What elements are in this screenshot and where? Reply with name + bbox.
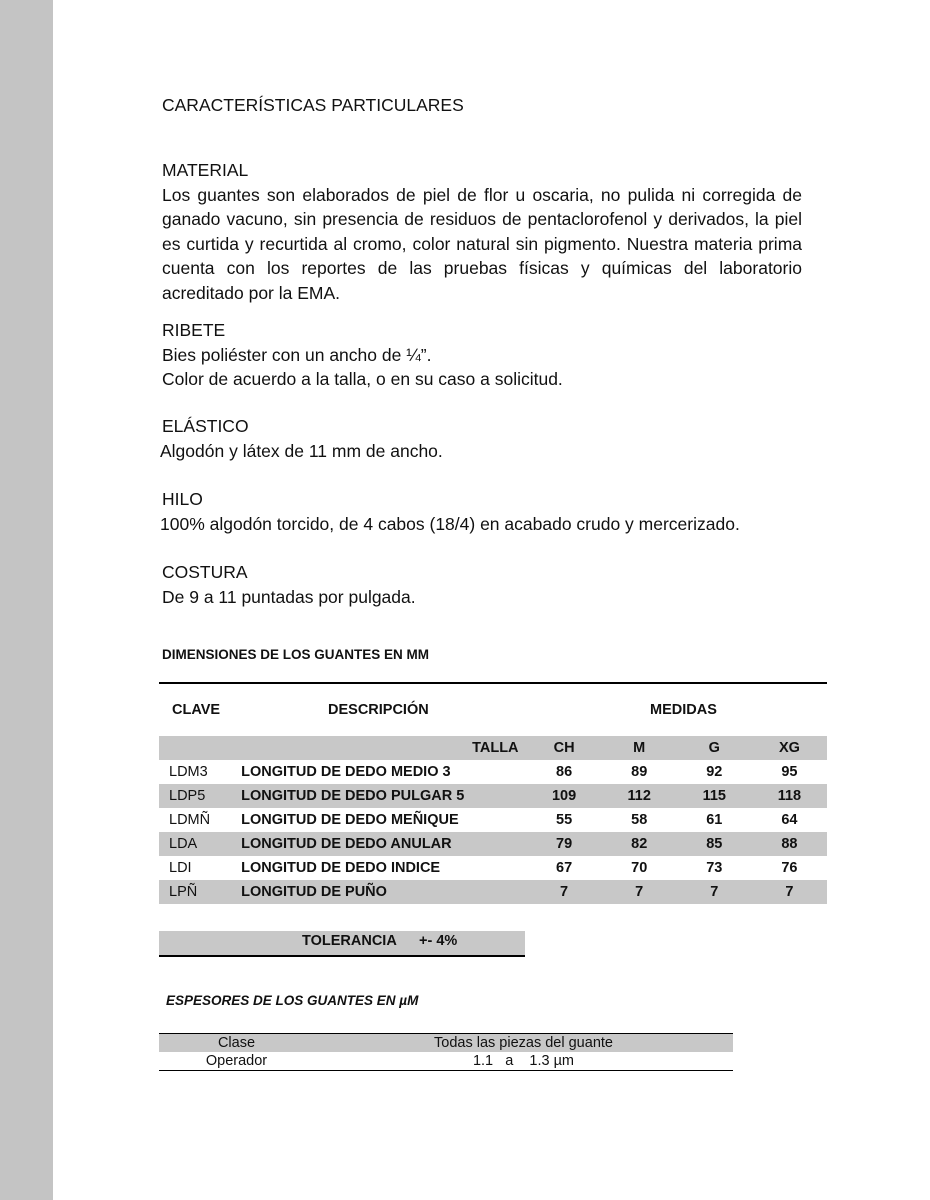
row-value: 7 xyxy=(752,880,827,904)
tolerance-label: TOLERANCIA xyxy=(302,933,397,949)
row-descripcion: LONGITUD DE PUÑO xyxy=(241,880,526,904)
section-heading: ELÁSTICO xyxy=(162,416,249,436)
row-value: 76 xyxy=(781,860,798,876)
row-value: 73 xyxy=(706,860,723,876)
row-value: 79 xyxy=(527,832,602,856)
thickness-header-piezas: Todas las piezas del guante xyxy=(314,1034,733,1053)
row-descripcion: LONGITUD DE DEDO MEÑIQUE xyxy=(241,812,459,828)
section-body: Algodón y látex de 11 mm de ancho. xyxy=(160,440,443,461)
row-clave: LDA xyxy=(159,832,241,856)
page-title: CARACTERÍSTICAS PARTICULARES xyxy=(162,95,464,115)
table-row xyxy=(159,808,827,832)
row-value: 88 xyxy=(752,832,827,856)
thickness-header-clase: Clase xyxy=(159,1034,314,1053)
row-clave: LPÑ xyxy=(159,880,241,904)
section-heading: RIBETE xyxy=(162,320,226,340)
section-heading: HILO xyxy=(162,489,203,509)
row-value: 115 xyxy=(677,784,752,808)
section-body: De 9 a 11 puntadas por pulgada. xyxy=(162,586,416,607)
section-body: Los guantes son elaborados de piel de flor u oscaria, no pulida ni corregida de ganado vacuno, sin presencia de residuos de pentaclorofenol y derivados, la piel es curtida y recurtida al cromo, color natural sin pigmento. Nuestra materia prima cuenta con los reportes de las pruebas físicas y químicas del laboratorio acreditado por la EMA. xyxy=(162,184,802,303)
size-xg: XG xyxy=(752,736,827,760)
table-row xyxy=(159,760,827,784)
header-descripcion: DESCRIPCIÓN xyxy=(328,702,429,718)
row-value: 61 xyxy=(706,812,723,828)
table-row xyxy=(159,856,827,880)
row-value: 112 xyxy=(602,784,677,808)
table-top-rule xyxy=(159,682,827,684)
row-value: 7 xyxy=(527,880,602,904)
row-value: 7 xyxy=(602,880,677,904)
row-value: 95 xyxy=(781,764,798,780)
section-body: 100% algodón torcido, de 4 cabos (18/4) en acabado crudo y mercerizado. xyxy=(160,513,740,534)
tolerance-box xyxy=(159,931,525,957)
row-value: 55 xyxy=(556,812,573,828)
row-value: 7 xyxy=(677,880,752,904)
size-ch: CH xyxy=(527,736,602,760)
row-value: 70 xyxy=(631,860,648,876)
row-value: 109 xyxy=(527,784,602,808)
size-m: M xyxy=(602,736,677,760)
thickness-table xyxy=(159,1033,733,1071)
row-value: 58 xyxy=(631,812,648,828)
tolerance-value: +- 4% xyxy=(419,933,458,949)
row-clave: LDMÑ xyxy=(169,812,211,828)
thickness-clase: Operador xyxy=(205,1053,268,1069)
section-costura xyxy=(162,560,802,609)
row-value: 82 xyxy=(602,832,677,856)
dimensions-heading: DIMENSIONES DE LOS GUANTES EN MM xyxy=(162,647,430,662)
row-clave: LDP5 xyxy=(159,784,241,808)
row-value: 64 xyxy=(781,812,798,828)
row-descripcion: LONGITUD DE DEDO MEDIO 3 xyxy=(241,764,451,780)
row-value: 86 xyxy=(556,764,573,780)
section-body-line: Color de acuerdo a la talla, o en su caso a solicitud. xyxy=(162,369,563,389)
section-material xyxy=(162,158,802,305)
row-value: 67 xyxy=(556,860,573,876)
thickness-heading: ESPESORES DE LOS GUANTES EN µM xyxy=(166,993,419,1008)
section-heading: COSTURA xyxy=(162,562,248,582)
row-descripcion: LONGITUD DE DEDO PULGAR 5 xyxy=(241,784,526,808)
section-ribete xyxy=(162,318,802,392)
row-clave: LDM3 xyxy=(169,764,208,780)
section-heading: MATERIAL xyxy=(162,160,249,180)
size-header-row xyxy=(159,736,827,760)
talla-label: TALLA xyxy=(159,736,527,760)
header-clave: CLAVE xyxy=(172,702,221,718)
table-row xyxy=(159,880,827,904)
header-medidas: MEDIDAS xyxy=(650,702,717,718)
row-clave: LDI xyxy=(169,860,192,876)
section-hilo xyxy=(162,487,802,536)
row-value: 118 xyxy=(752,784,827,808)
size-g: G xyxy=(677,736,752,760)
table-row xyxy=(159,1052,733,1071)
thickness-value: 1.1 a 1.3 µm xyxy=(472,1053,575,1069)
row-value: 92 xyxy=(706,764,723,780)
dimensions-table xyxy=(159,736,827,904)
section-body-line: Bies poliéster con un ancho de ¼”. xyxy=(162,344,432,365)
row-descripcion: LONGITUD DE DEDO INDICE xyxy=(241,860,441,876)
row-value: 85 xyxy=(677,832,752,856)
row-value: 89 xyxy=(631,764,648,780)
table-row xyxy=(159,832,827,856)
row-descripcion: LONGITUD DE DEDO ANULAR xyxy=(241,832,526,856)
section-elastico xyxy=(162,414,802,463)
table-row xyxy=(159,784,827,808)
thickness-header-row xyxy=(159,1034,733,1053)
